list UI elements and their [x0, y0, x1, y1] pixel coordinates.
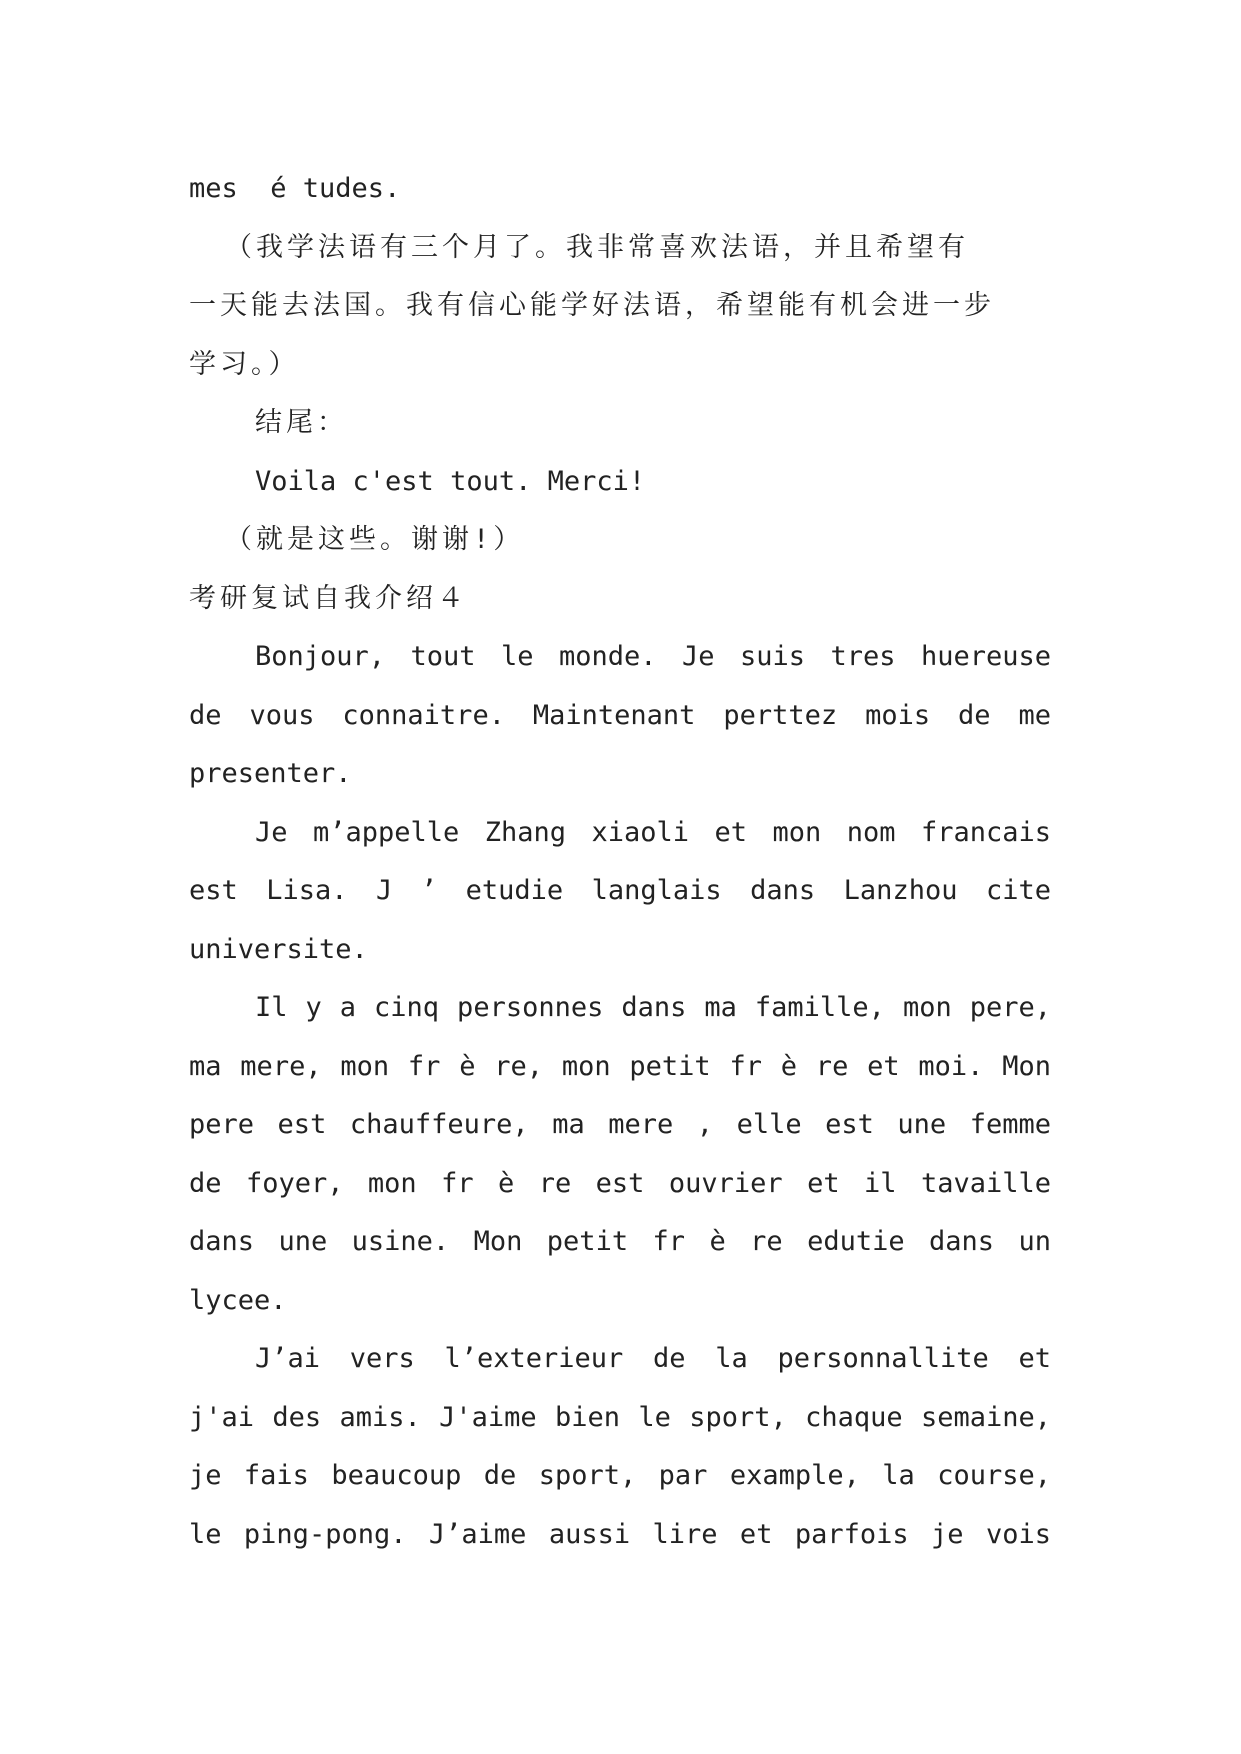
paragraph-line: pere est chauffeure, ma mere , elle est une femme [189, 1109, 1051, 1140]
paragraph-line: Bonjour, tout le monde. Je suis tres huereuse [255, 641, 1051, 672]
paragraph-line: dans une usine. Mon petit fr è re edutie dans un [189, 1226, 1051, 1257]
paragraph-line: ma mere, mon fr è re, mon petit fr è re et moi. Mon [189, 1050, 1051, 1082]
closing-line: Voila c'est tout. Merci! [255, 465, 646, 497]
section-heading: 考研复试自我介绍４ [189, 582, 468, 614]
closing-label: 结尾： [255, 407, 348, 438]
translation-line: （我学法语有三个月了。我非常喜欢法语，并且希望有 [225, 231, 969, 263]
paragraph-line: est Lisa. J ’ etudie langlais dans Lanzhou cite [189, 875, 1051, 906]
translation-line: 一天能去法国。我有信心能学好法语，希望能有机会进一步 [189, 290, 995, 321]
paragraph-line: je fais beaucoup de sport, par example, la course, [189, 1460, 1051, 1491]
paragraph-line: le ping-pong. J’aime aussi lire et parfois je vois [189, 1518, 1051, 1550]
paragraph-line: J’ai vers l’exterieur de la personnallite et [255, 1343, 1051, 1374]
paragraph-line: lycee. [189, 1284, 287, 1316]
document-page [189, 160, 1051, 1564]
text-line: mes é tudes. [189, 173, 401, 204]
translation-line: 学习。） [189, 348, 300, 380]
translation-line: （就是这些。谢谢!） [225, 524, 525, 555]
paragraph-line: Je m’appelle Zhang xiaoli et mon nom francais [255, 816, 1051, 848]
paragraph-line: universite. [189, 933, 368, 965]
paragraph-line: de foyer, mon fr è re est ouvrier et il tavaille [189, 1167, 1051, 1199]
paragraph-line: j'ai des amis. J'aime bien le sport, chaque semaine, [189, 1401, 1051, 1433]
paragraph-line: presenter. [189, 758, 352, 789]
paragraph-line: Il y a cinq personnes dans ma famille, mon pere, [255, 992, 1051, 1023]
paragraph-line: de vous connaitre. Maintenant perttez mois de me [189, 699, 1051, 731]
